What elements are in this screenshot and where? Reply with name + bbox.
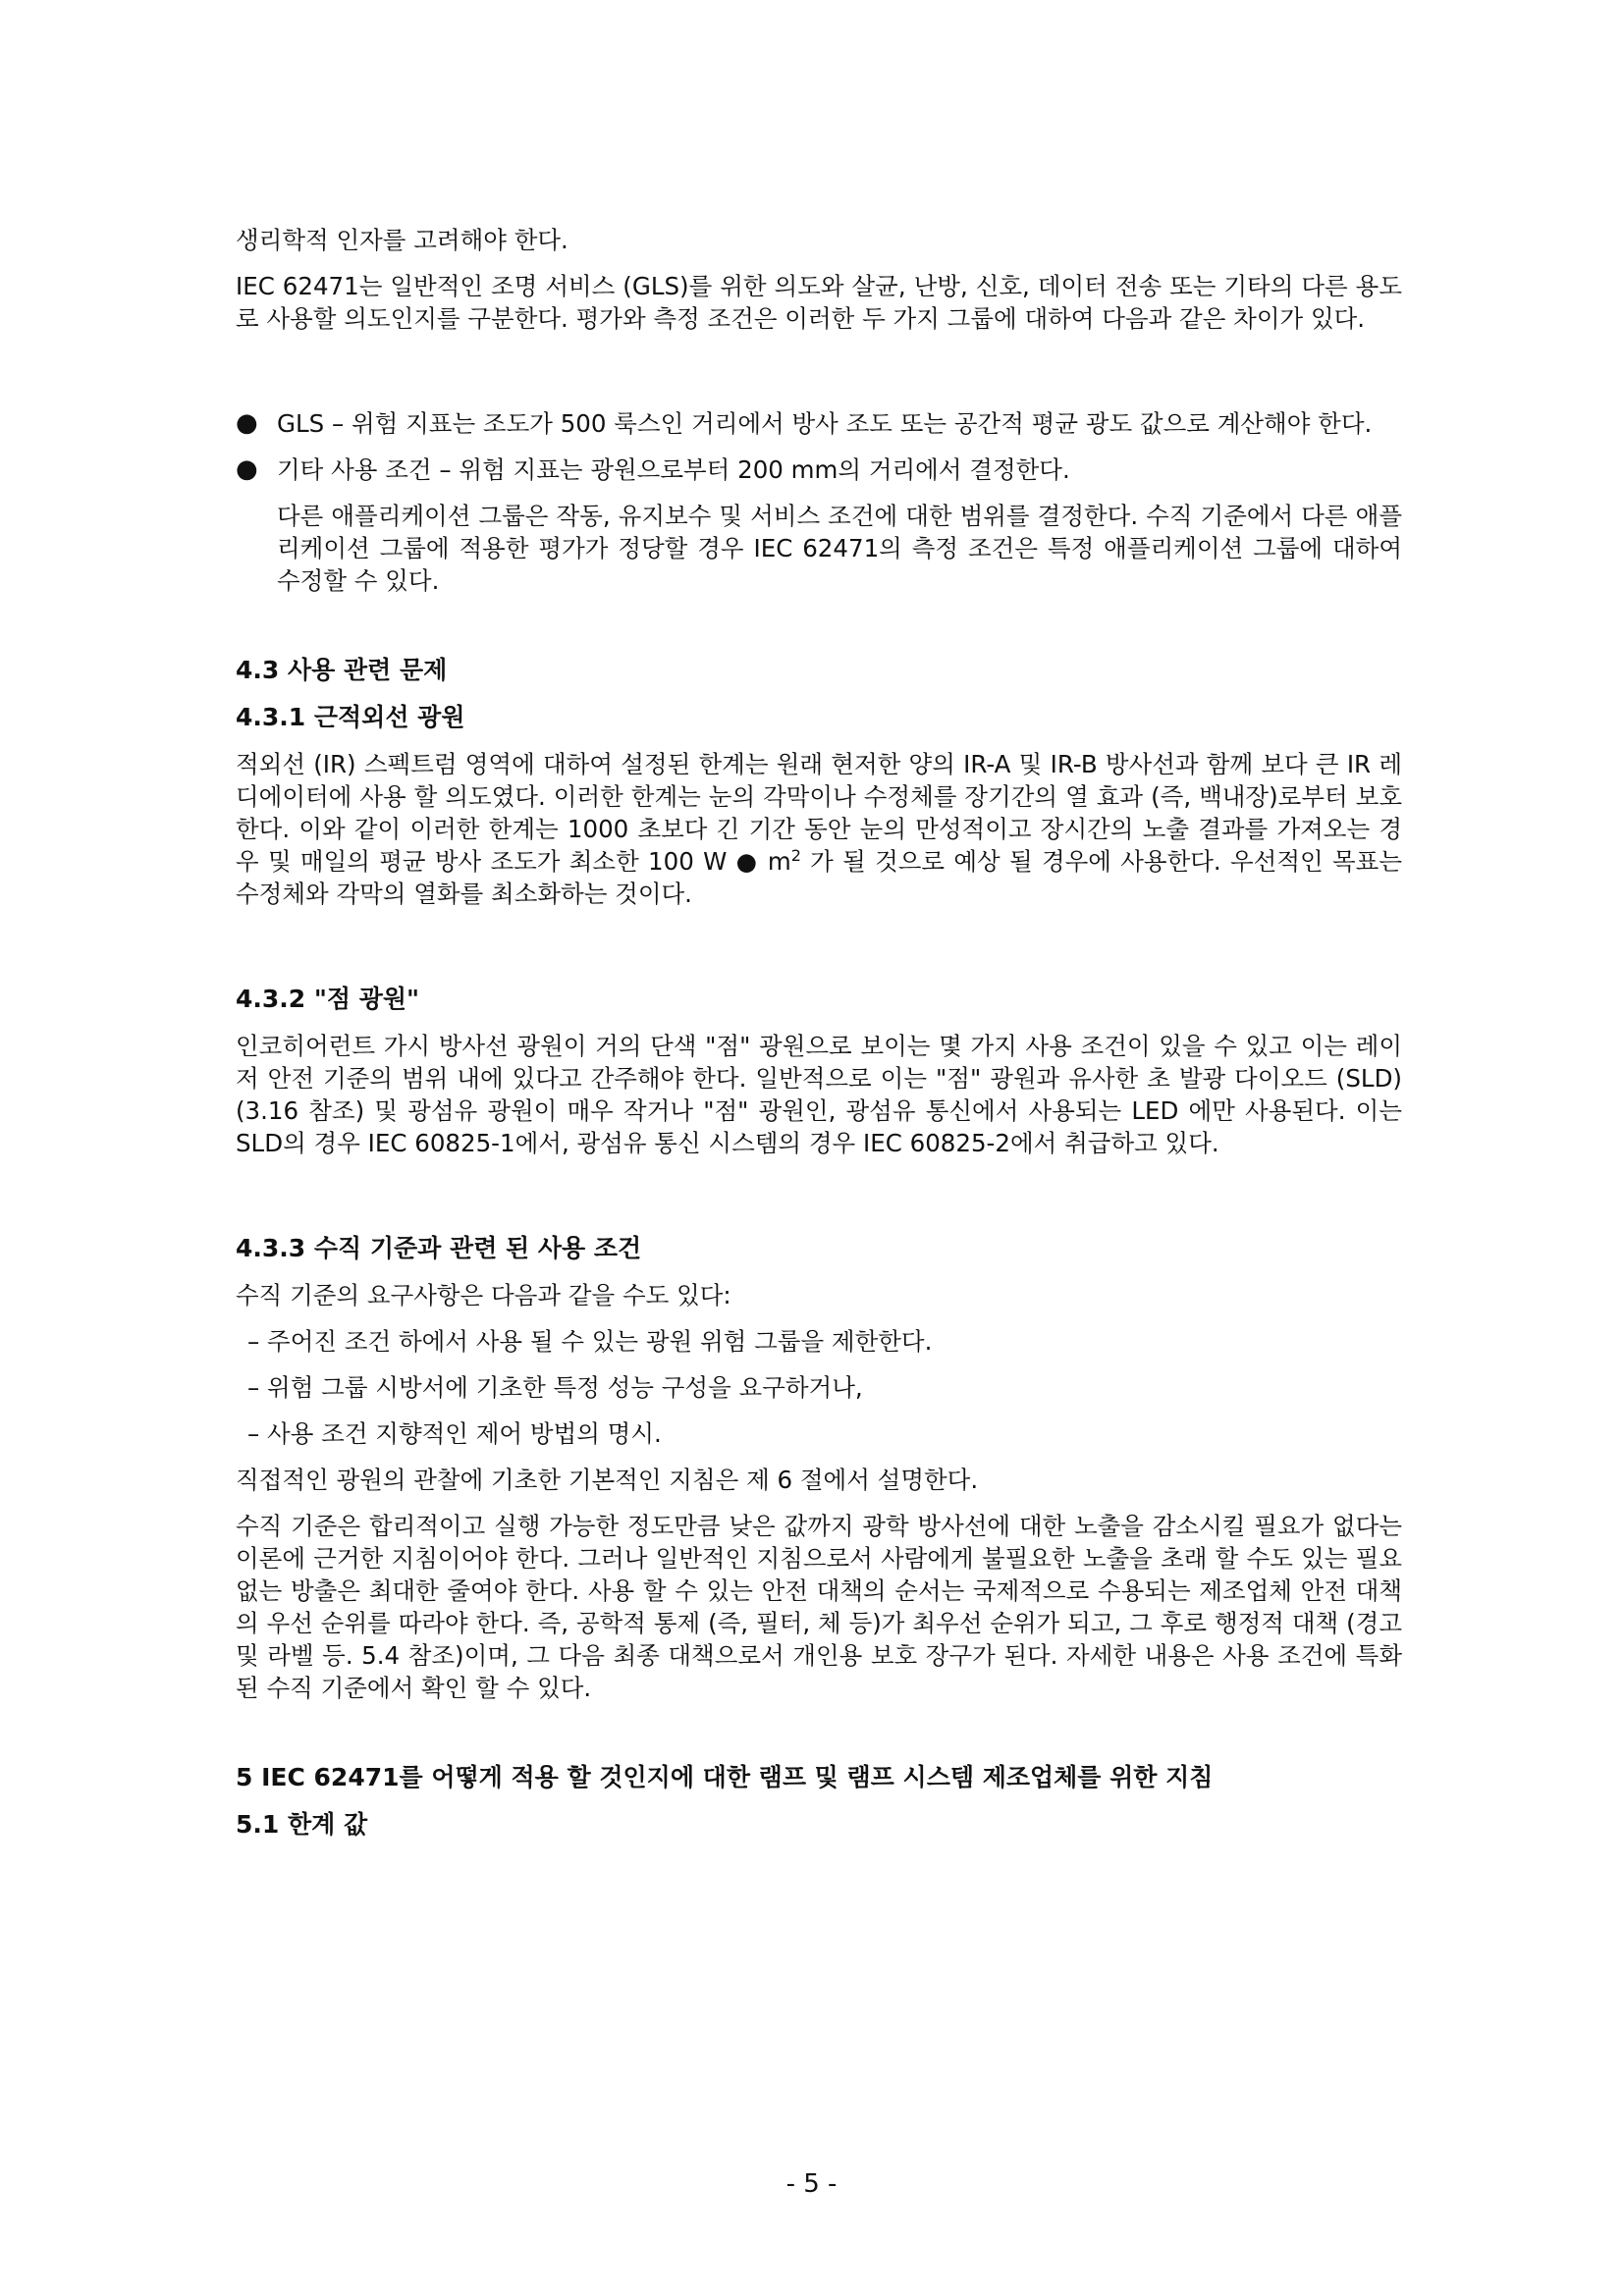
- section-heading-4-3: 4.3 사용 관련 문제: [236, 656, 448, 684]
- paragraph-gls-distinction: IEC 62471는 일반적인 조명 서비스 (GLS)를 위한 의도와 살균, 난방, 신호, 데이터 전송 또는 기타의 다른 용도로 사용할 의도인지를 구분한다. 평가와 측정 조건은 이러한 두 가지 그룹에 대하여 다음과 같은 차이가 있다.: [236, 272, 1402, 333]
- paragraph-infrared-limits-part1: 적외선 (IR) 스펙트럼 영역에 대하여 설정된 한계는 원래 현저한 양의 IR-A 및 IR-B 방사선과 함께 보다 큰 IR 레디에이터에 사용 할 의도였다. 이러한 한계는 눈의 각막이나 수정체를 장기간의 열 효과 (즉, 백내장)로부터 보호한다. 이와 같이 이러한 한계는 1000 초보다 긴 기간 동안 눈의 만성적이고 장시간의 노출 결과를 가져오는 경우 및 매일의 평균 방사 조도가 최소한 100 W ● m: [236, 750, 1402, 876]
- bullet-text: GLS – 위험 지표는 조도가 500 룩스인 거리에서 방사 조도 또는 공간적 평균 광도 값으로 계산해야 한다.: [277, 409, 1373, 438]
- superscript-exponent: 2: [790, 845, 801, 865]
- dash-item-2: – 위험 그룹 시방서에 기초한 특정 성능 구성을 요구하거나,: [247, 1373, 863, 1402]
- dash-item-1: – 주어진 조건 하에서 사용 될 수 있는 광원 위험 그룹을 제한한다.: [247, 1327, 933, 1356]
- bullet-icon: ●: [236, 408, 258, 438]
- paragraph-vertical-standard-requirements: 수직 기준의 요구사항은 다음과 같을 수도 있다:: [236, 1281, 731, 1309]
- paragraph-basic-guidance: 직접적인 광원의 관찰에 기초한 기본적인 지침은 제 6 절에서 설명한다.: [236, 1466, 979, 1494]
- bullet-item-other-conditions: [236, 454, 1402, 486]
- bullet-item-gls: [236, 407, 1402, 440]
- page-content: [236, 224, 1402, 1842]
- section-heading-5-1: 5.1 한계 값: [236, 1810, 368, 1839]
- dash-item-3: – 사용 조건 지향적인 제어 방법의 명시.: [247, 1419, 662, 1448]
- section-heading-4-3-2: 4.3.2 "점 광원": [236, 985, 420, 1013]
- section-heading-5: 5 IEC 62471를 어떻게 적용 할 것인지에 대한 램프 및 램프 시스템 제조업체를 위한 지침: [236, 1763, 1214, 1791]
- bullet-icon: ●: [236, 454, 258, 484]
- paragraph-physiological-factors: 생리학적 인자를 고려해야 한다.: [236, 226, 568, 254]
- paragraph-application-groups: 다른 애플리케이션 그룹은 작동, 유지보수 및 서비스 조건에 대한 범위를 결정한다. 수직 기준에서 다른 애플리케이션 그룹에 적용한 평가가 정당할 경우 IEC 62471의 측정 조건은 특정 애플리케이션 그룹에 대하여 수정할 수 있다.: [277, 502, 1402, 595]
- paragraph-infrared-limits: [236, 748, 1402, 910]
- page-number: - 5 -: [785, 2169, 838, 2199]
- bullet-text: 기타 사용 조건 – 위험 지표는 광원으로부터 200 mm의 거리에서 결정한다.: [277, 455, 1070, 484]
- section-heading-4-3-3: 4.3.3 수직 기준과 관련 된 사용 조건: [236, 1234, 642, 1262]
- paragraph-point-source: 인코히어런트 가시 방사선 광원이 거의 단색 "점" 광원으로 보이는 몇 가지 사용 조건이 있을 수 있고 이는 레이저 안전 기준의 범위 내에 있다고 간주해야 한다. 일반적으로 이는 "점" 광원과 유사한 초 발광 다이오드 (SLD) (3.16 참조) 및 광섬유 광원이 매우 작거나 "점" 광원인, 광섬유 통신에서 사용되는 LED 에만 사용된다. 이는 SLD의 경우 IEC 60825-1에서, 광섬유 통신 시스템의 경우 IEC 60825-2에서 취급하고 있다.: [236, 1032, 1402, 1157]
- paragraph-exposure-reduction: 수직 기준은 합리적이고 실행 가능한 정도만큼 낮은 값까지 광학 방사선에 대한 노출을 감소시킬 필요가 없다는 이론에 근거한 지침이어야 한다. 그러나 일반적인 지침으로서 사람에게 불필요한 노출을 초래 할 수도 있는 필요 없는 방출은 최대한 줄여야 한다. 사용 할 수 있는 안전 대책의 순서는 국제적으로 수용되는 제조업체 안전 대책의 우선 순위를 따라야 한다. 즉, 공학적 통제 (즉, 필터, 체 등)가 최우선 순위가 되고, 그 후로 행정적 대책 (경고 및 라벨 등. 5.4 참조)이며, 그 다음 최종 대책으로서 개인용 보호 장구가 된다. 자세한 내용은 사용 조건에 특화 된 수직 기준에서 확인 할 수 있다.: [236, 1512, 1402, 1702]
- section-heading-4-3-1: 4.3.1 근적외선 광원: [236, 703, 465, 731]
- paragraph-infrared-limits-part2: 가 될 것으로 예상 될 경우에 사용한다. 우선적인 목표는 수정체와 각막의 열화를 최소화하는 것이다.: [236, 847, 1402, 908]
